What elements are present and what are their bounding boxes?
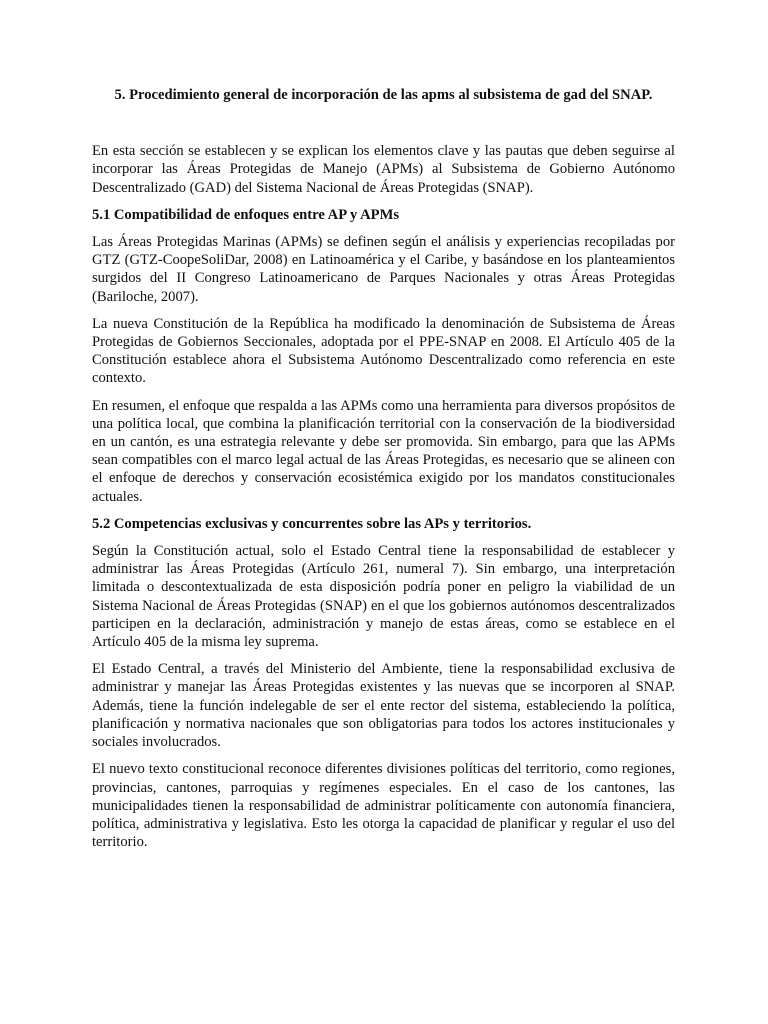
body-paragraph: El Estado Central, a través del Ministerio del Ambiente, tiene la responsabilidad exclusiva de administrar y manejar las Áreas Protegidas existentes y las nuevas que se incorporen al SNAP. Además, tiene la función indelegable de ser el ente rector del sistema, estableciendo la política, planificación y normativa nacionales que son obligatorias para todos los actores institucionales y sociales involucrados.: [92, 661, 675, 751]
body-paragraph: La nueva Constitución de la República ha modificado la denominación de Subsistema de Áreas Protegidas de Gobiernos Seccionales, adoptada por el PPE-SNAP en 2008. El Artículo 405 de la Constitución establece ahora el Subsistema Autónomo Descentralizado como referencia en este contexto.: [92, 315, 675, 387]
body-paragraph: En resumen, el enfoque que respalda a las APMs como una herramienta para diversos propósitos de una política local, que combina la planificación territorial con la conservación de la biodiversidad en un cantón, es una estrategia relevante y debe ser promovida. Sin embargo, para que las APMs sean compatibles con el marco legal actual de las Áreas Protegidas, es necesario que se alineen con el enfoque de derechos y conservación ecosistémica exigido por los mandatos constitucionales actuales.: [92, 397, 675, 505]
document-page: [92, 86, 675, 860]
body-paragraph: Según la Constitución actual, solo el Estado Central tiene la responsabilidad de establecer y administrar las Áreas Protegidas (Artículo 261, numeral 7). Sin embargo, una interpretación limitada o descontextualizada de esta disposición podría poner en peligro la viabilidad de un Sistema Nacional de Áreas Protegidas (SNAP) en el que los gobiernos autónomos descentralizados participen en la declaración, administración y manejo de estas áreas, como se establece en el Artículo 405 de la misma ley suprema.: [92, 543, 675, 651]
section-heading: 5.1 Compatibilidad de enfoques entre AP y APMs: [92, 206, 400, 223]
document-title: 5. Procedimiento general de incorporación de las apms al subsistema de gad del SNAP.: [114, 87, 653, 103]
body-paragraph: El nuevo texto constitucional reconoce diferentes divisiones políticas del territorio, como regiones, provincias, cantones, parroquias y regímenes especiales. En el caso de los cantones, las municipalidades tienen la responsabilidad de administrar políticamente con autonomía financiera, política, administrativa y legislativa. Esto les otorga la capacidad de planificar y regular el uso del territorio.: [92, 761, 675, 851]
section-5-1: [92, 206, 675, 506]
intro-paragraph: En esta sección se establecen y se explican los elementos clave y las pautas que deben seguirse al incorporar las Áreas Protegidas de Manejo (APMs) al Subsistema de Gobierno Autónomo Descentralizado (GAD) del Sistema Nacional de Áreas Protegidas (SNAP).: [92, 143, 675, 196]
section-5-2: [92, 515, 675, 851]
body-paragraph: Las Áreas Protegidas Marinas (APMs) se definen según el análisis y experiencias recopiladas por GTZ (GTZ-CoopeSoliDar, 2008) en Latinoamérica y el Caribe, y basándose en los planteamientos surgidos del II Congreso Latinoamericano de Parques Nacionales y otras Áreas Protegidas (Bariloche, 2007).: [92, 234, 675, 305]
section-heading: 5.2 Competencias exclusivas y concurrentes sobre las APs y territorios.: [92, 515, 532, 532]
